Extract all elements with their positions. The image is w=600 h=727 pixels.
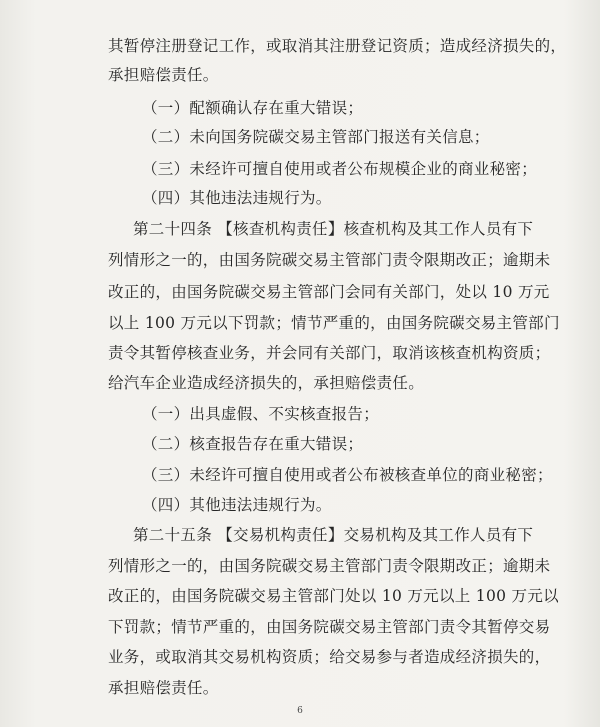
text-line: 以上 100 万元以下罚款；情节严重的，由国务院碳交易主管部门 bbox=[108, 314, 560, 332]
text-line: 改正的，由国务院碳交易主管部门会同有关部门，处以 10 万元 bbox=[108, 283, 550, 301]
page-number: 6 bbox=[297, 706, 303, 716]
text-line: 改正的，由国务院碳交易主管部门处以 10 万元以上 100 万元以 bbox=[108, 587, 559, 605]
article-25-heading-line: 第二十五条 【交易机构责任】交易机构及其工作人员有下 bbox=[133, 526, 534, 544]
text-line: 承担赔偿责任。 bbox=[108, 679, 219, 697]
list-item: （四）其他违法违规行为。 bbox=[142, 496, 332, 514]
text-line: 列情形之一的，由国务院碳交易主管部门责令限期改正；逾期未 bbox=[108, 251, 551, 269]
list-item: （二）未向国务院碳交易主管部门报送有关信息； bbox=[142, 128, 490, 146]
text-line: 其暂停注册登记工作，或取消其注册登记资质；造成经济损失的， bbox=[108, 37, 567, 55]
article-24-heading-line: 第二十四条 【核查机构责任】核查机构及其工作人员有下 bbox=[133, 220, 534, 238]
list-item: （三）未经许可擅自使用或者公布规模企业的商业秘密； bbox=[142, 160, 538, 178]
list-item: （三）未经许可擅自使用或者公布被核查单位的商业秘密； bbox=[142, 466, 553, 484]
text-line: 下罚款；情节严重的，由国务院碳交易主管部门责令其暂停交易 bbox=[108, 618, 551, 636]
list-item: （一）出具虚假、不实核查报告； bbox=[142, 405, 380, 423]
list-item: （二）核查报告存在重大错误； bbox=[142, 435, 364, 453]
list-item: （一）配额确认存在重大错误； bbox=[142, 99, 364, 117]
text-line: 承担赔偿责任。 bbox=[108, 66, 219, 84]
text-line: 责令其暂停核查业务，并会同有关部门，取消该核查机构资质； bbox=[108, 344, 551, 362]
text-line: 列情形之一的，由国务院碳交易主管部门责令限期改正；逾期未 bbox=[108, 557, 551, 575]
text-line: 给汽车企业造成经济损失的，承担赔偿责任。 bbox=[108, 374, 425, 392]
list-item: （四）其他违法违规行为。 bbox=[142, 189, 332, 207]
text-line: 业务，或取消其交易机构资质；给交易参与者造成经济损失的， bbox=[108, 648, 551, 666]
